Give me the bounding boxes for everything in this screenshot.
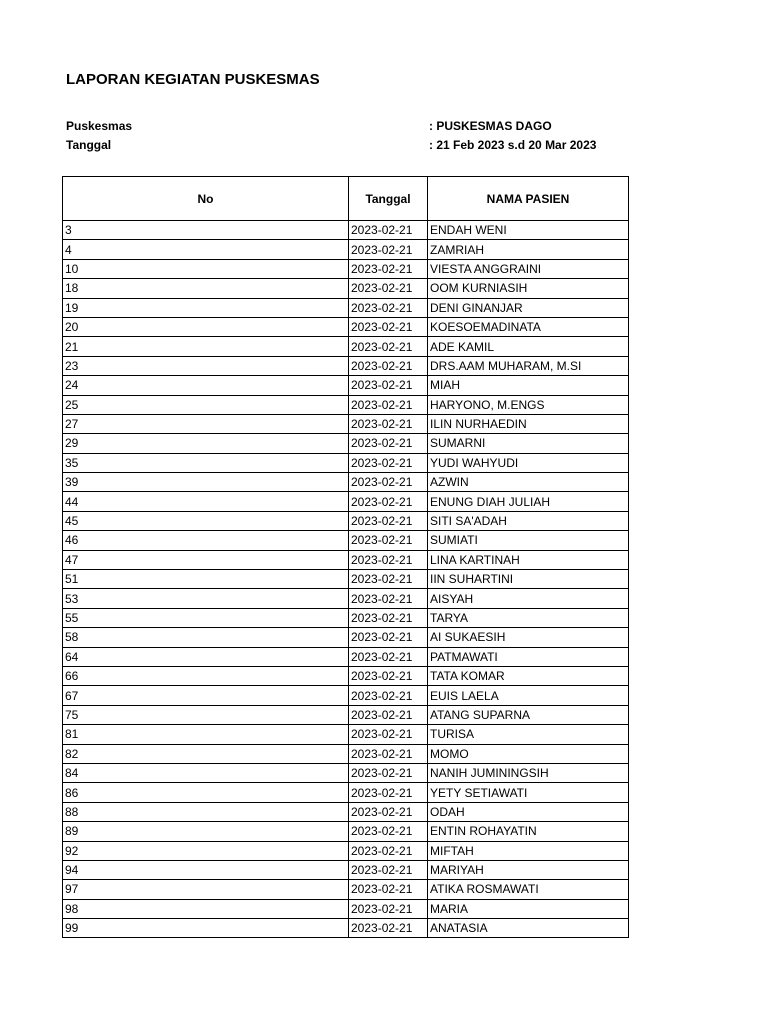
table-row <box>63 899 629 918</box>
table-row <box>63 705 629 724</box>
table-row <box>63 531 629 550</box>
cell-no: 53 <box>63 589 349 608</box>
cell-no: 39 <box>63 473 349 492</box>
table-row <box>63 434 629 453</box>
cell-no: 84 <box>63 763 349 782</box>
cell-nama: MOMO <box>428 744 629 763</box>
cell-nama: ATIKA ROSMAWATI <box>428 880 629 899</box>
cell-nama: ADE KAMIL <box>428 337 629 356</box>
cell-nama: MIFTAH <box>428 841 629 860</box>
cell-tanggal: 2023-02-21 <box>349 337 428 356</box>
patient-table <box>62 176 629 938</box>
cell-nama: ZAMRIAH <box>428 240 629 259</box>
cell-nama: ENTIN ROHAYATIN <box>428 822 629 841</box>
table-row <box>63 822 629 841</box>
cell-nama: KOESOEMADINATA <box>428 317 629 336</box>
table-row <box>63 337 629 356</box>
table-row <box>63 919 629 938</box>
cell-tanggal: 2023-02-21 <box>349 686 428 705</box>
cell-no: 45 <box>63 511 349 530</box>
cell-nama: SITI SA'ADAH <box>428 511 629 530</box>
cell-tanggal: 2023-02-21 <box>349 376 428 395</box>
cell-no: 89 <box>63 822 349 841</box>
cell-no: 10 <box>63 259 349 278</box>
cell-nama: AZWIN <box>428 473 629 492</box>
table-row <box>63 511 629 530</box>
cell-tanggal: 2023-02-21 <box>349 317 428 336</box>
cell-tanggal: 2023-02-21 <box>349 221 428 240</box>
table-row <box>63 763 629 782</box>
table-row <box>63 550 629 569</box>
cell-nama: ANATASIA <box>428 919 629 938</box>
cell-nama: YETY SETIAWATI <box>428 783 629 802</box>
cell-no: 24 <box>63 376 349 395</box>
cell-nama: ILIN NURHAEDIN <box>428 414 629 433</box>
table-header-row <box>63 177 629 221</box>
cell-nama: AISYAH <box>428 589 629 608</box>
table-row <box>63 453 629 472</box>
cell-tanggal: 2023-02-21 <box>349 705 428 724</box>
cell-no: 66 <box>63 666 349 685</box>
cell-nama: ODAH <box>428 802 629 821</box>
cell-no: 21 <box>63 337 349 356</box>
cell-tanggal: 2023-02-21 <box>349 511 428 530</box>
table-row <box>63 725 629 744</box>
cell-nama: MARIA <box>428 899 629 918</box>
cell-nama: MARIYAH <box>428 860 629 879</box>
cell-tanggal: 2023-02-21 <box>349 899 428 918</box>
report-title: LAPORAN KEGIATAN PUSKESMAS <box>66 71 320 88</box>
table-row <box>63 492 629 511</box>
cell-tanggal: 2023-02-21 <box>349 666 428 685</box>
cell-tanggal: 2023-02-21 <box>349 880 428 899</box>
table-row <box>63 744 629 763</box>
cell-no: 19 <box>63 298 349 317</box>
table-row <box>63 356 629 375</box>
table-row <box>63 686 629 705</box>
cell-no: 67 <box>63 686 349 705</box>
table-row <box>63 666 629 685</box>
cell-no: 88 <box>63 802 349 821</box>
cell-no: 99 <box>63 919 349 938</box>
cell-nama: DRS.AAM MUHARAM, M.SI <box>428 356 629 375</box>
cell-no: 82 <box>63 744 349 763</box>
cell-tanggal: 2023-02-21 <box>349 259 428 278</box>
table-row <box>63 395 629 414</box>
cell-tanggal: 2023-02-21 <box>349 744 428 763</box>
table-row <box>63 860 629 879</box>
cell-tanggal: 2023-02-21 <box>349 279 428 298</box>
table-row <box>63 783 629 802</box>
table-row <box>63 628 629 647</box>
cell-nama: LINA KARTINAH <box>428 550 629 569</box>
table-row <box>63 279 629 298</box>
cell-nama: IIN SUHARTINI <box>428 570 629 589</box>
cell-no: 23 <box>63 356 349 375</box>
cell-no: 18 <box>63 279 349 298</box>
cell-tanggal: 2023-02-21 <box>349 298 428 317</box>
cell-tanggal: 2023-02-21 <box>349 492 428 511</box>
header-no: No <box>63 177 349 221</box>
cell-no: 58 <box>63 628 349 647</box>
cell-tanggal: 2023-02-21 <box>349 802 428 821</box>
cell-tanggal: 2023-02-21 <box>349 919 428 938</box>
cell-tanggal: 2023-02-21 <box>349 608 428 627</box>
table-row <box>63 298 629 317</box>
cell-nama: SUMIATI <box>428 531 629 550</box>
table-row <box>63 880 629 899</box>
cell-no: 25 <box>63 395 349 414</box>
cell-no: 97 <box>63 880 349 899</box>
table-row <box>63 414 629 433</box>
header-nama-pasien: NAMA PASIEN <box>428 177 629 221</box>
table-row <box>63 376 629 395</box>
tanggal-value: : 21 Feb 2023 s.d 20 Mar 2023 <box>429 138 597 152</box>
cell-nama: DENI GINANJAR <box>428 298 629 317</box>
puskesmas-label: Puskesmas <box>66 119 133 133</box>
cell-no: 29 <box>63 434 349 453</box>
cell-no: 98 <box>63 899 349 918</box>
cell-nama: VIESTA ANGGRAINI <box>428 259 629 278</box>
cell-no: 55 <box>63 608 349 627</box>
cell-tanggal: 2023-02-21 <box>349 434 428 453</box>
cell-nama: TATA KOMAR <box>428 666 629 685</box>
cell-tanggal: 2023-02-21 <box>349 473 428 492</box>
table-row <box>63 802 629 821</box>
cell-no: 4 <box>63 240 349 259</box>
cell-tanggal: 2023-02-21 <box>349 841 428 860</box>
cell-nama: HARYONO, M.ENGS <box>428 395 629 414</box>
table-row <box>63 221 629 240</box>
table-row <box>63 570 629 589</box>
cell-no: 86 <box>63 783 349 802</box>
cell-tanggal: 2023-02-21 <box>349 763 428 782</box>
cell-nama: SUMARNI <box>428 434 629 453</box>
cell-tanggal: 2023-02-21 <box>349 356 428 375</box>
cell-nama: MIAH <box>428 376 629 395</box>
table-row <box>63 259 629 278</box>
cell-tanggal: 2023-02-21 <box>349 822 428 841</box>
tanggal-label: Tanggal <box>66 138 112 152</box>
cell-tanggal: 2023-02-21 <box>349 570 428 589</box>
table-row <box>63 841 629 860</box>
cell-nama: OOM KURNIASIH <box>428 279 629 298</box>
cell-tanggal: 2023-02-21 <box>349 550 428 569</box>
table-body <box>63 221 629 938</box>
cell-tanggal: 2023-02-21 <box>349 783 428 802</box>
cell-tanggal: 2023-02-21 <box>349 395 428 414</box>
cell-no: 92 <box>63 841 349 860</box>
cell-no: 46 <box>63 531 349 550</box>
cell-tanggal: 2023-02-21 <box>349 860 428 879</box>
cell-nama: TARYA <box>428 608 629 627</box>
table-row <box>63 473 629 492</box>
cell-no: 27 <box>63 414 349 433</box>
cell-nama: ATANG SUPARNA <box>428 705 629 724</box>
cell-tanggal: 2023-02-21 <box>349 414 428 433</box>
cell-nama: AI SUKAESIH <box>428 628 629 647</box>
table-row <box>63 240 629 259</box>
cell-no: 3 <box>63 221 349 240</box>
cell-nama: PATMAWATI <box>428 647 629 666</box>
cell-no: 44 <box>63 492 349 511</box>
cell-tanggal: 2023-02-21 <box>349 240 428 259</box>
cell-tanggal: 2023-02-21 <box>349 531 428 550</box>
cell-no: 75 <box>63 705 349 724</box>
cell-tanggal: 2023-02-21 <box>349 647 428 666</box>
cell-nama: TURISA <box>428 725 629 744</box>
cell-nama: EUIS LAELA <box>428 686 629 705</box>
table-row <box>63 317 629 336</box>
table-row <box>63 647 629 666</box>
cell-tanggal: 2023-02-21 <box>349 725 428 744</box>
cell-no: 64 <box>63 647 349 666</box>
cell-nama: ENUNG DIAH JULIAH <box>428 492 629 511</box>
cell-nama: NANIH JUMININGSIH <box>428 763 629 782</box>
cell-no: 81 <box>63 725 349 744</box>
cell-no: 35 <box>63 453 349 472</box>
table-row <box>63 608 629 627</box>
cell-tanggal: 2023-02-21 <box>349 589 428 608</box>
puskesmas-value: : PUSKESMAS DAGO <box>429 119 552 133</box>
cell-tanggal: 2023-02-21 <box>349 628 428 647</box>
cell-no: 94 <box>63 860 349 879</box>
cell-nama: YUDI WAHYUDI <box>428 453 629 472</box>
table-row <box>63 589 629 608</box>
cell-no: 20 <box>63 317 349 336</box>
cell-no: 47 <box>63 550 349 569</box>
cell-no: 51 <box>63 570 349 589</box>
cell-tanggal: 2023-02-21 <box>349 453 428 472</box>
cell-nama: ENDAH WENI <box>428 221 629 240</box>
header-tanggal: Tanggal <box>349 177 428 221</box>
